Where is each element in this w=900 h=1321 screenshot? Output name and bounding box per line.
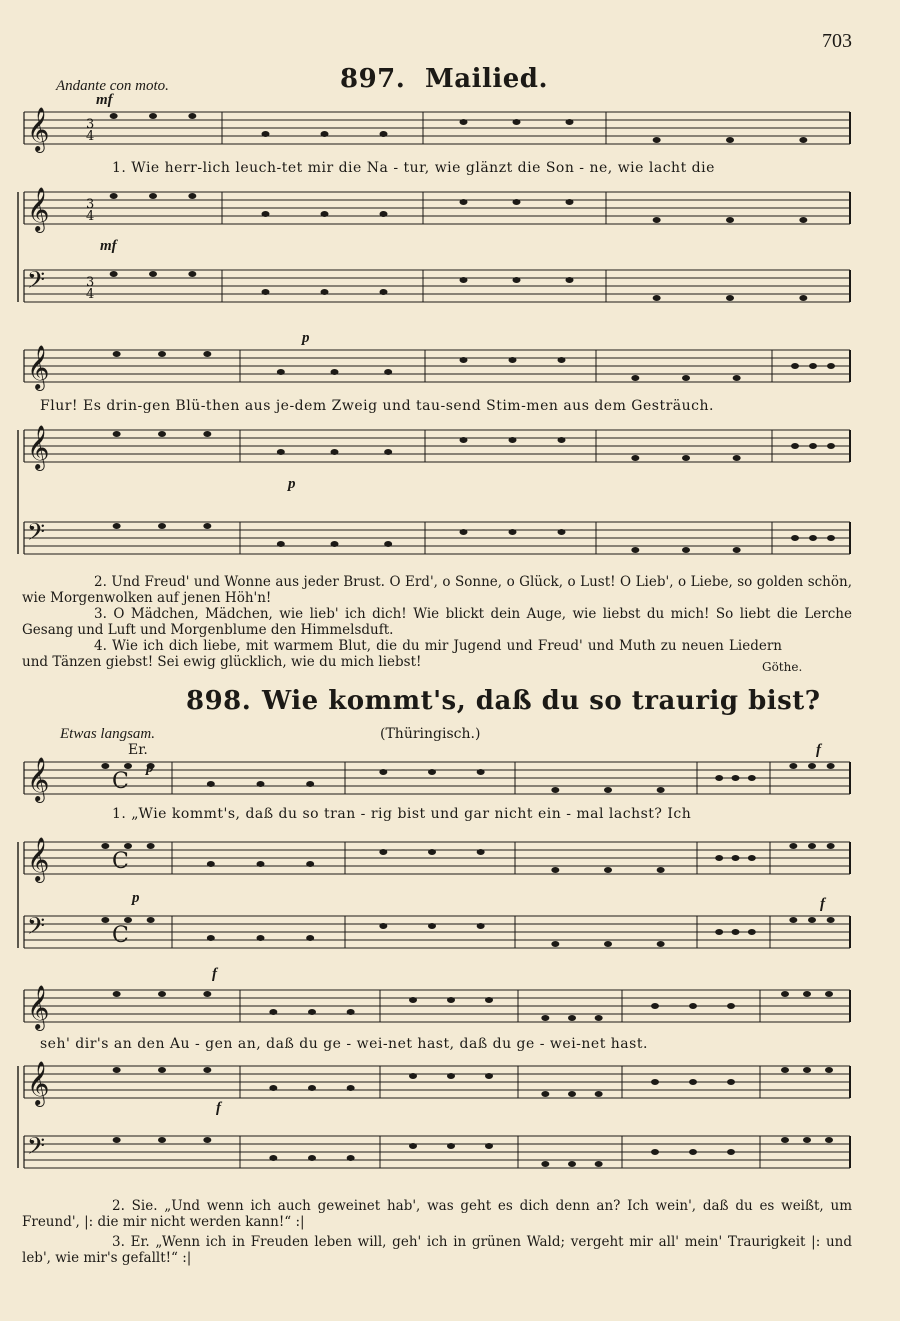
staff-897-piano-treble-1-note: [321, 211, 329, 217]
staff-898-piano-treble-2-note: [781, 1067, 789, 1073]
staff-897-piano-bass-1-note: [799, 295, 807, 301]
staff-898-piano-bass-2-note: [308, 1155, 316, 1161]
staff-898-piano-treble-2-note: [485, 1073, 493, 1079]
staff-898-vocal-2-note: [568, 1015, 576, 1021]
dynamic-marking-p: p: [302, 330, 310, 346]
staff-898-piano-bass-1-note: [604, 941, 612, 947]
staff-897-piano-treble-2-note: [682, 455, 690, 461]
staff-898-piano-treble-2-note: [269, 1085, 277, 1091]
staff-898-piano-bass-1-note: [101, 917, 109, 923]
staff-897-piano-bass-2-note: [631, 547, 639, 553]
staff-897-piano-bass-1-note: [726, 295, 734, 301]
staff-898-vocal-1-note: [604, 787, 612, 793]
staff-897-piano-bass-2-note: [460, 529, 468, 535]
staff-897-piano-treble-1-note: [110, 193, 118, 199]
staff-897-vocal-1-note: [380, 131, 388, 137]
staff-897-vocal-2-note: [113, 351, 121, 357]
staff-898-vocal-1-note: [715, 775, 723, 781]
staff-897-piano-treble-1-note: [460, 199, 468, 205]
staff-898-piano-treble-1-note: [789, 843, 797, 849]
staff-898-piano-bass-2-note: [485, 1143, 493, 1149]
staff-897-piano-bass-2-note: [791, 535, 799, 541]
verse-897-2: 2. Und Freud' und Wonne aus jeder Brust. O Erd', o Sonne, o Glück, o Lust! O Lieb', o Liebe, so golden schön, wie Morgenwolken auf jenen Höh'n!: [22, 574, 852, 606]
verse-897-3: 3. O Mädchen, Mädchen, wie lieb' ich dich! Wie blickt dein Auge, wie liebst du mich! So liebt die Lerche Gesang und Luft und Morgenblume den Himmelsduft.: [22, 606, 852, 638]
dynamic-898-p-2: p: [132, 890, 140, 906]
staff-897-piano-bass-2-note: [158, 523, 166, 529]
staff-897-piano-treble-1-note: [653, 217, 661, 223]
song-title-897: Mailied.: [425, 64, 549, 94]
staff-897-vocal-1-note: [262, 131, 270, 137]
staff-897-piano-bass-1-note: [653, 295, 661, 301]
staff-897-piano-treble-1-note: [513, 199, 521, 205]
staff-898-vocal-2-note: [203, 991, 211, 997]
dynamic-marking-piano: mf: [100, 238, 117, 254]
staff-898-piano-treble-2-note: [689, 1079, 697, 1085]
staff-897-piano-bass-1-note: [110, 271, 118, 277]
staff-898-vocal-1-note: [808, 763, 816, 769]
staff-897-vocal-2-note: [384, 369, 392, 375]
staff-898-piano-treble-2-note: [113, 1067, 121, 1073]
staff-897-piano-treble-1-note: [149, 193, 157, 199]
dynamic-898-p: p: [146, 760, 154, 776]
staff-897-piano-bass-2-note: [733, 547, 741, 553]
staff-898-piano-bass-1-note: [748, 929, 756, 935]
time-sig-897: 4: [86, 209, 95, 224]
staff-897-piano-treble-2-note: [158, 431, 166, 437]
staff-898-piano-bass-1-note: [732, 929, 740, 935]
staff-897-piano-bass-1-note: [460, 277, 468, 283]
dynamic-marking-vocal: mf: [96, 92, 113, 108]
staff-898-vocal-2-note: [447, 997, 455, 1003]
staff-898-piano-bass-1-note: [428, 923, 436, 929]
staff-898-piano-treble-2-note: [727, 1079, 735, 1085]
staff-898-vocal-1-note: [789, 763, 797, 769]
staff-898-piano-treble-1-note: [808, 843, 816, 849]
subtitle-898: (Thüringisch.): [380, 726, 481, 742]
staff-897-piano-bass-1-note: [513, 277, 521, 283]
song-number-897: 897.: [340, 64, 406, 94]
staff-898-vocal-2-note: [158, 991, 166, 997]
staff-898-piano-bass-2-note: [269, 1155, 277, 1161]
staff-898-piano-treble-1-note: [715, 855, 723, 861]
dynamic-898-f-3: f: [212, 966, 217, 982]
lyrics-898-line1: 1. „Wie kommt's, daß du so tran - rig bist und gar nicht ein - mal lachst? Ich: [112, 806, 692, 822]
staff-898-piano-treble-1-note: [732, 855, 740, 861]
staff-897-piano-bass-1-note: [262, 289, 270, 295]
staff-898-piano-bass-2-note: [781, 1137, 789, 1143]
staff-897-piano-bass-2-note: [277, 541, 285, 547]
staff-897-piano-bass-1-note: [149, 271, 157, 277]
staff-897-piano-treble-2-note: [113, 431, 121, 437]
staff-897-piano-treble-1-note: [188, 193, 196, 199]
dynamic-898-f-4: f: [216, 1100, 221, 1116]
staff-898-piano-bass-2-note: [825, 1137, 833, 1143]
staff-898-piano-treble-2-note: [409, 1073, 417, 1079]
staff-898-vocal-2-note: [689, 1003, 697, 1009]
staff-898-piano-bass-1-note: [477, 923, 485, 929]
staff-898-vocal-2-note: [825, 991, 833, 997]
tempo-marking-898: Etwas langsam.: [60, 726, 156, 742]
staff-897-piano-bass-1-note: [321, 289, 329, 295]
staff-898-piano-bass-1-note: [827, 917, 835, 923]
staff-897-piano-bass-2-note: [331, 541, 339, 547]
staff-897-vocal-1-note: [799, 137, 807, 143]
staff-898-piano-bass-2-clef: 𝄢: [27, 1132, 46, 1165]
staff-897-piano-treble-1-note: [566, 199, 574, 205]
staff-898-vocal-2-note: [485, 997, 493, 1003]
staff-897-vocal-2-note: [682, 375, 690, 381]
staff-898-piano-treble-1-note: [101, 843, 109, 849]
staff-897-vocal-1-note: [653, 137, 661, 143]
staff-897-piano-treble-2-note: [809, 443, 817, 449]
staff-898-vocal-2-clef: 𝄞: [27, 985, 50, 1029]
staff-898-piano-treble-1-note: [748, 855, 756, 861]
staff-898-vocal-2-note: [269, 1009, 277, 1015]
staff-897-piano-bass-2-note: [827, 535, 835, 541]
staff-898-vocal-1-note: [748, 775, 756, 781]
staff-898-vocal-1-note: [477, 769, 485, 775]
staff-898-piano-bass-2-note: [651, 1149, 659, 1155]
staff-898-vocal-1-note: [827, 763, 835, 769]
staff-898-vocal-2-note: [541, 1015, 549, 1021]
verse-898-3: 3. Er. „Wenn ich in Freuden leben will, geh' ich in grünen Wald; vergeht mir all' mein' Traurigkeit |: und leb', wie mir's gefallt!“ :|: [22, 1234, 852, 1266]
staff-898-vocal-1-note: [732, 775, 740, 781]
staff-897-piano-treble-1-note: [726, 217, 734, 223]
staff-897-vocal-2-note: [509, 357, 517, 363]
staff-898-piano-bass-2-note: [689, 1149, 697, 1155]
time-sig-897: 4: [86, 129, 95, 144]
lyrics-897-line2: Flur! Es drin-gen Blü-then aus je-dem Zweig und tau-send Stim-men aus dem Gesträuch.: [40, 398, 714, 414]
tempo-marking-897: Andante con moto.: [56, 78, 169, 94]
staff-898-piano-treble-2-note: [308, 1085, 316, 1091]
staff-897-vocal-2-note: [331, 369, 339, 375]
staff-897-vocal-1-note: [566, 119, 574, 125]
staff-898-vocal-1-clef: 𝄞: [27, 757, 50, 801]
staff-897-vocal-2-clef: 𝄞: [27, 345, 50, 389]
staff-898-piano-treble-1-note: [257, 861, 265, 867]
time-sig-898: C: [112, 849, 129, 874]
staff-898-vocal-2-note: [347, 1009, 355, 1015]
staff-898-piano-bass-1-note: [789, 917, 797, 923]
staff-898-piano-bass-1-note: [147, 917, 155, 923]
staff-898-vocal-1-note: [657, 787, 665, 793]
staff-897-piano-treble-2-note: [460, 437, 468, 443]
staff-897-piano-bass-2-note: [509, 529, 517, 535]
staff-898-piano-bass-2-note: [409, 1143, 417, 1149]
time-sig-897: 3: [86, 117, 95, 132]
staff-897-piano-bass-2-note: [203, 523, 211, 529]
staff-898-piano-treble-2-note: [595, 1091, 603, 1097]
staff-898-vocal-1-note: [207, 781, 215, 787]
staff-897-vocal-1-note: [110, 113, 118, 119]
staff-898-piano-treble-1-note: [428, 849, 436, 855]
staff-898-piano-treble-1-clef: 𝄞: [27, 837, 50, 881]
staff-898-piano-treble-1-note: [379, 849, 387, 855]
staff-898-piano-bass-2-note: [447, 1143, 455, 1149]
staff-897-vocal-1-note: [726, 137, 734, 143]
staff-897-vocal-1-note: [149, 113, 157, 119]
dynamic-898-f-2: f: [820, 896, 825, 912]
staff-897-piano-treble-1-clef: 𝄞: [27, 187, 50, 231]
staff-897-vocal-1-note: [513, 119, 521, 125]
staff-897-vocal-1-note: [188, 113, 196, 119]
staff-897-vocal-1-clef: 𝄞: [27, 107, 50, 151]
staff-898-piano-bass-2-note: [727, 1149, 735, 1155]
staff-898-piano-treble-2-note: [651, 1079, 659, 1085]
staff-898-piano-bass-2-note: [203, 1137, 211, 1143]
staff-898-piano-treble-1-note: [657, 867, 665, 873]
staff-897-vocal-1-note: [321, 131, 329, 137]
staff-897-piano-treble-2-note: [827, 443, 835, 449]
staff-898-piano-treble-2-note: [825, 1067, 833, 1073]
staff-897-vocal-1-note: [460, 119, 468, 125]
staff-898-piano-treble-2-note: [447, 1073, 455, 1079]
time-sig-897: 3: [86, 275, 95, 290]
staff-897-piano-bass-2-note: [682, 547, 690, 553]
staff-898-vocal-1-note: [257, 781, 265, 787]
staff-897-piano-treble-2-note: [203, 431, 211, 437]
staff-897-piano-treble-2-clef: 𝄞: [27, 425, 50, 469]
staff-898-piano-bass-1-note: [379, 923, 387, 929]
staff-898-vocal-1-note: [551, 787, 559, 793]
staff-898-piano-bass-2-note: [113, 1137, 121, 1143]
staff-897-piano-treble-2-note: [277, 449, 285, 455]
staff-898-piano-treble-2-note: [541, 1091, 549, 1097]
staff-897-piano-bass-1-clef: 𝄢: [27, 266, 46, 299]
staff-897-piano-treble-2-note: [791, 443, 799, 449]
staff-897-vocal-2-note: [158, 351, 166, 357]
staff-898-piano-bass-1-note: [715, 929, 723, 935]
staff-898-piano-bass-1-clef: 𝄢: [27, 912, 46, 945]
staff-898-piano-bass-2-note: [541, 1161, 549, 1167]
staff-897-piano-treble-1-note: [799, 217, 807, 223]
dynamic-marking-p-2: p: [288, 476, 296, 492]
staff-897-piano-bass-2-clef: 𝄢: [27, 518, 46, 551]
staff-898-piano-treble-2-note: [347, 1085, 355, 1091]
staff-898-piano-treble-1-note: [147, 843, 155, 849]
speaker-label: Er.: [128, 742, 148, 758]
staff-897-piano-bass-1-note: [566, 277, 574, 283]
staff-898-vocal-2-note: [651, 1003, 659, 1009]
staff-898-vocal-2-note: [409, 997, 417, 1003]
staff-898-vocal-1-note: [306, 781, 314, 787]
lyrics-897-line1: 1. Wie herr-lich leuch-tet mir die Na - tur, wie glänzt die Son - ne, wie lacht die: [112, 160, 715, 176]
staff-897-vocal-2-note: [203, 351, 211, 357]
staff-898-piano-bass-2-note: [568, 1161, 576, 1167]
staff-897-piano-treble-1-note: [380, 211, 388, 217]
lyrics-898-line2: seh' dir's an den Au - gen an, daß du ge - wei-net hast, daß du ge - wei-net hast.: [40, 1036, 648, 1052]
staff-897-vocal-2-note: [791, 363, 799, 369]
staff-898-vocal-2-note: [595, 1015, 603, 1021]
staff-897-piano-bass-2-note: [809, 535, 817, 541]
staff-897-piano-bass-1-note: [188, 271, 196, 277]
staff-897-piano-treble-2-note: [384, 449, 392, 455]
staff-898-piano-treble-2-note: [158, 1067, 166, 1073]
staff-898-piano-treble-1-note: [306, 861, 314, 867]
staff-897-piano-bass-2-note: [558, 529, 566, 535]
staff-897-piano-treble-2-note: [558, 437, 566, 443]
author-897: Göthe.: [762, 660, 803, 674]
staff-898-piano-bass-1-note: [306, 935, 314, 941]
staff-898-piano-treble-1-note: [477, 849, 485, 855]
staff-898-piano-treble-2-clef: 𝄞: [27, 1061, 50, 1105]
staff-898-piano-treble-1-note: [551, 867, 559, 873]
staff-898-vocal-2-note: [113, 991, 121, 997]
staff-897-piano-treble-2-note: [509, 437, 517, 443]
staff-898-vocal-1-note: [428, 769, 436, 775]
staff-897-piano-bass-2-note: [384, 541, 392, 547]
time-sig-898: C: [112, 769, 129, 794]
staff-897-piano-bass-2-note: [113, 523, 121, 529]
staff-897-piano-treble-2-note: [631, 455, 639, 461]
staff-898-piano-treble-2-note: [568, 1091, 576, 1097]
dynamic-898-f: f: [816, 742, 821, 758]
time-sig-897: 4: [86, 287, 95, 302]
page-number: 703: [822, 30, 852, 52]
staff-898-piano-bass-2-note: [595, 1161, 603, 1167]
staff-898-piano-bass-2-note: [347, 1155, 355, 1161]
staff-898-vocal-1-note: [379, 769, 387, 775]
staff-898-vocal-1-note: [101, 763, 109, 769]
staff-898-piano-treble-1-note: [207, 861, 215, 867]
staff-898-vocal-2-note: [308, 1009, 316, 1015]
staff-898-piano-treble-2-note: [803, 1067, 811, 1073]
staff-897-piano-bass-1-note: [380, 289, 388, 295]
staff-898-piano-bass-1-note: [257, 935, 265, 941]
song-title-898: Wie kommt's, daß du so traurig bist?: [262, 686, 821, 716]
staff-898-vocal-2-note: [803, 991, 811, 997]
time-sig-897: 3: [86, 197, 95, 212]
staff-898-piano-bass-1-note: [551, 941, 559, 947]
staff-898-piano-bass-1-note: [207, 935, 215, 941]
staff-898-vocal-2-note: [781, 991, 789, 997]
staff-897-vocal-2-note: [733, 375, 741, 381]
staff-897-piano-treble-2-note: [331, 449, 339, 455]
staff-898-piano-bass-2-note: [803, 1137, 811, 1143]
verse-897-4: 4. Wie ich dich liebe, mit warmem Blut, die du mir Jugend und Freud' und Muth zu neuen Liedern und Tänzen giebst! Sei ewig glücklich, wie du mich liebst!: [22, 638, 782, 670]
staff-898-piano-treble-1-note: [827, 843, 835, 849]
staff-898-piano-bass-1-note: [657, 941, 665, 947]
staff-898-piano-bass-2-note: [158, 1137, 166, 1143]
staff-898-piano-treble-1-note: [604, 867, 612, 873]
staff-897-vocal-2-note: [809, 363, 817, 369]
staff-897-piano-treble-2-note: [733, 455, 741, 461]
staff-897-piano-treble-1-note: [262, 211, 270, 217]
staff-897-vocal-2-note: [460, 357, 468, 363]
song-number-898: 898.: [186, 686, 252, 716]
staff-898-piano-treble-2-note: [203, 1067, 211, 1073]
staff-898-vocal-2-note: [727, 1003, 735, 1009]
staff-897-vocal-2-note: [827, 363, 835, 369]
time-sig-898: C: [112, 923, 129, 948]
staff-897-vocal-2-note: [631, 375, 639, 381]
staff-897-vocal-2-note: [558, 357, 566, 363]
verse-898-2: 2. Sie. „Und wenn ich auch geweinet hab', was geht es dich denn an? Ich wein', daß du es weißt, um Freund', |: die mir nicht werden kann!“ :|: [22, 1198, 852, 1230]
staff-897-vocal-2-note: [277, 369, 285, 375]
staff-898-piano-bass-1-note: [808, 917, 816, 923]
